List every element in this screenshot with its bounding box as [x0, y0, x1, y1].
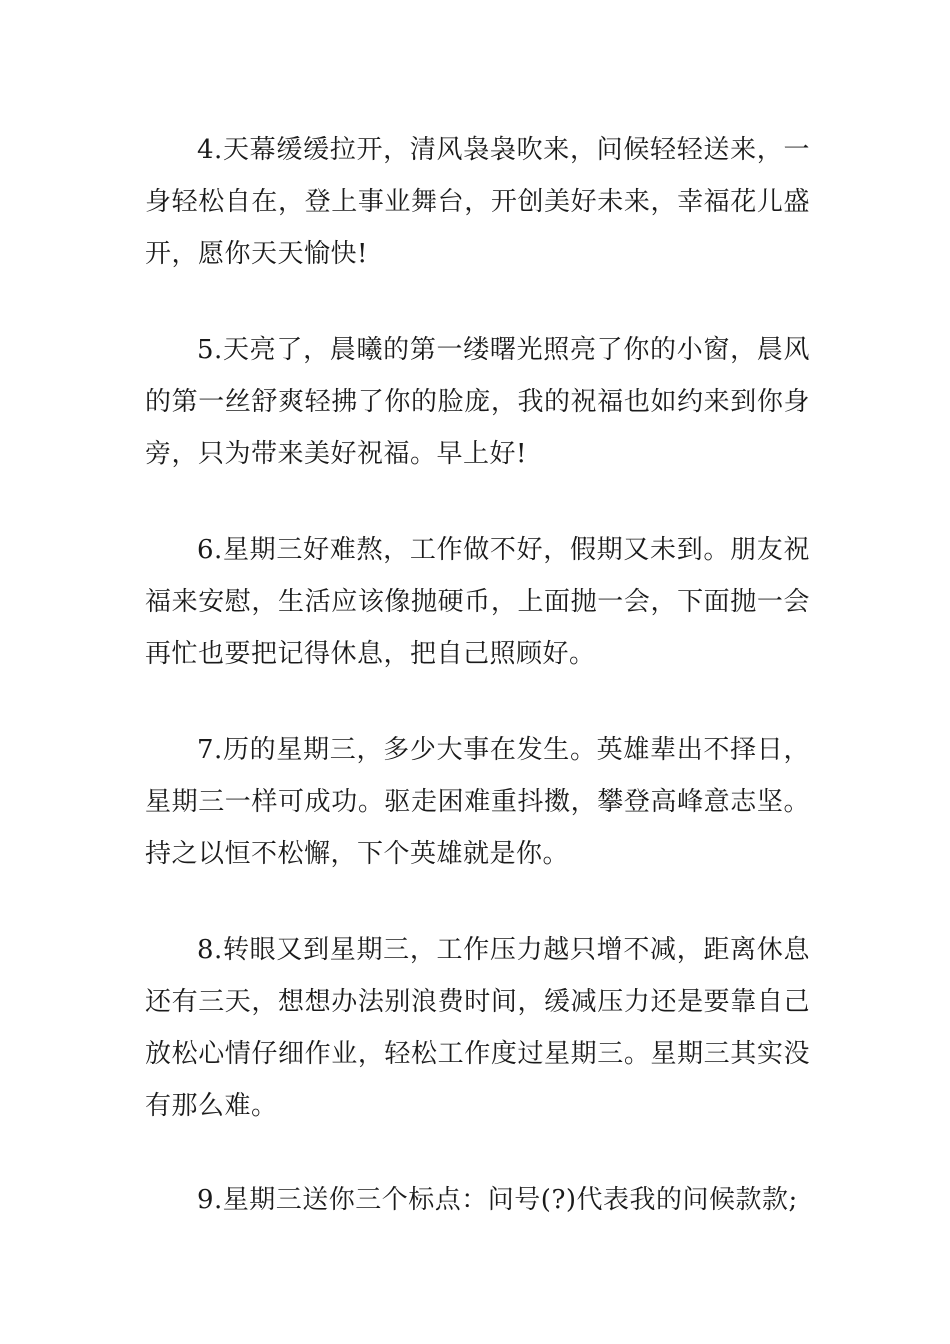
paragraph-7: 7.历的星期三，多少大事在发生。英雄辈出不择日，星期三一样可成功。驱走困难重抖擞，攀登高峰意志坚。持之以恒不松懈，下个英雄就是你。 [145, 735, 810, 869]
paragraph-5: 5.天亮了，晨曦的第一缕曙光照亮了你的小窗，晨风的第一丝舒爽轻拂了你的脸庞，我的祝福也如约来到你身旁，只为带来美好祝福。早上好! [145, 335, 810, 469]
paragraph-4: 4.天幕缓缓拉开，清风袅袅吹来，问候轻轻送来，一身轻松自在，登上事业舞台，开创美好未来，幸福花儿盛开，愿你天天愉快! [145, 135, 810, 269]
paragraph-6: 6.星期三好难熬，工作做不好，假期又未到。朋友祝福来安慰，生活应该像抛硬币，上面抛一会，下面抛一会再忙也要把记得休息，把自己照顾好。 [145, 535, 810, 669]
paragraph-9: 9.星期三送你三个标点：问号(?)代表我的问候款款; [197, 1185, 798, 1215]
paragraph-8: 8.转眼又到星期三，工作压力越只增不减，距离休息还有三天，想想办法别浪费时间，缓减压力还是要靠自己放松心情仔细作业，轻松工作度过星期三。星期三其实没有那么难。 [145, 935, 810, 1121]
